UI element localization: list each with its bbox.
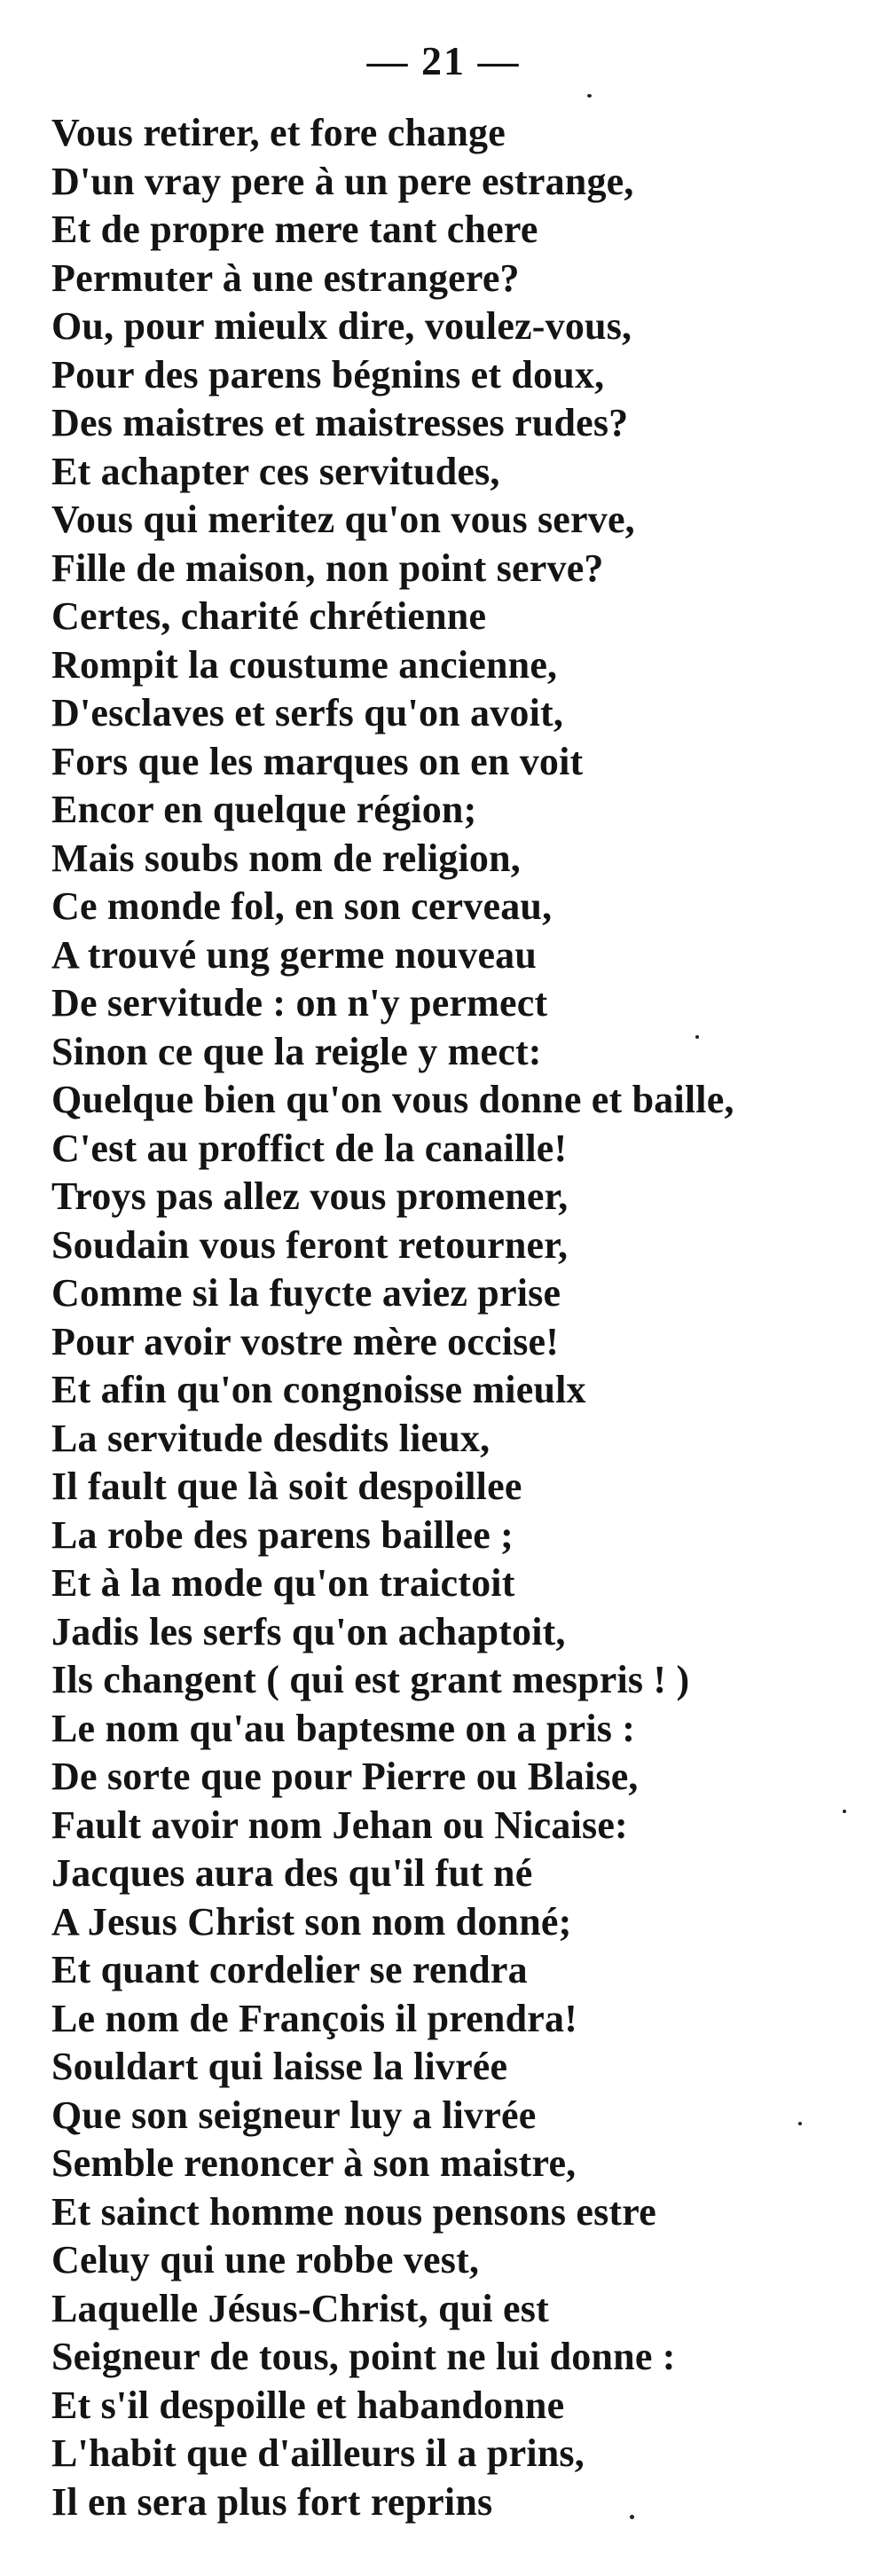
poem-line: Le nom qu'au baptesme on a pris : xyxy=(51,1706,636,1750)
poem-line: Des maistres et maistresses rudes? xyxy=(51,401,629,444)
poem-line: L'habit que d'ailleurs il a prins, xyxy=(51,2431,585,2475)
poem-text xyxy=(51,109,734,2526)
scan-speck xyxy=(695,1035,699,1039)
poem-line: Et quant cordelier se rendra xyxy=(51,1948,528,1991)
poem-line: Fault avoir nom Jehan ou Nicaise: xyxy=(51,1802,628,1847)
poem-line: Souldart qui laisse la livrée xyxy=(51,2045,508,2088)
poem-line: C'est au proffict de la canaille! xyxy=(51,1126,568,1170)
poem-line: Et achapter ces servitudes, xyxy=(51,449,500,493)
poem-line: Certes, charité chrétienne xyxy=(51,594,487,638)
poem-line: A trouvé ung germe nouveau xyxy=(51,932,538,977)
poem-line: Troys pas allez vous promener, xyxy=(51,1174,569,1218)
poem-line: Jacques aura des qu'il fut né xyxy=(51,1851,533,1895)
poem-line: Seigneur de tous, point ne lui donne : xyxy=(51,2335,676,2378)
poem-line: Celuy qui une robbe vest, xyxy=(51,2238,480,2281)
poem-line: Il en sera plus fort reprins xyxy=(51,2479,493,2524)
poem-line: Et sainct homme nous pensons estre xyxy=(51,2189,656,2234)
poem-line: Ils changent ( qui est grant mespris ! ) xyxy=(51,1658,690,1701)
poem-line: Semble renoncer à son maistre, xyxy=(51,2141,577,2185)
poem-line: Vous qui meritez qu'on vous serve, xyxy=(51,498,635,541)
poem-line: De sorte que pour Pierre ou Blaise, xyxy=(51,1755,639,1798)
poem-line: Et de propre mere tant chere xyxy=(51,208,538,251)
poem-line: Que son seigneur luy a livrée xyxy=(51,2093,537,2137)
poem-line: Pour des parens bégnins et doux, xyxy=(51,352,605,397)
poem-line: Rompit la coustume ancienne, xyxy=(51,642,558,687)
poem-line: Vous retirer, et fore change xyxy=(51,111,506,154)
poem-line: Ce monde fol, en son cerveau, xyxy=(51,884,553,928)
poem-line: Mais soubs nom de religion, xyxy=(51,836,521,880)
poem-line: Jadis les serfs qu'on achaptoit, xyxy=(51,1609,566,1653)
poem-line: Le nom de François il prendra! xyxy=(51,1996,578,2040)
scan-speck xyxy=(798,2122,802,2125)
poem-line: D'un vray pere à un pere estrange, xyxy=(51,159,634,203)
poem-line: Quelque bien qu'on vous donne et baille, xyxy=(51,1078,734,1121)
scan-speck xyxy=(843,1810,846,1813)
poem-line: Soudain vous feront retourner, xyxy=(51,1222,569,1267)
poem-line: D'esclaves et serfs qu'on avoit, xyxy=(51,691,564,734)
poem-line: Comme si la fuycte aviez prise xyxy=(51,1271,561,1315)
scan-speck xyxy=(587,94,592,98)
poem-line: Ou, pour mieulx dire, voulez-vous, xyxy=(51,304,632,348)
poem-line: Et s'il despoille et habandonne xyxy=(51,2383,565,2427)
poem-line: De servitude : on n'y permect xyxy=(51,981,548,1025)
poem-line: Fille de maison, non point serve? xyxy=(51,546,604,590)
poem-line: Permuter à une estrangere? xyxy=(51,255,520,300)
poem-line: Laquelle Jésus-Christ, qui est xyxy=(51,2286,549,2330)
poem-line: La robe des parens baillee ; xyxy=(51,1512,514,1557)
scan-speck xyxy=(630,2515,634,2519)
poem-line: Et afin qu'on congnoisse mieulx xyxy=(51,1368,586,1411)
poem-line: Encor en quelque région; xyxy=(51,788,477,831)
poem-line: A Jesus Christ son nom donné; xyxy=(51,1899,572,1944)
poem-line: Pour avoir vostre mère occise! xyxy=(51,1319,560,1363)
poem-line: La servitude desdits lieux, xyxy=(51,1416,491,1460)
poem-line: Il fault que là soit despoillee xyxy=(51,1465,522,1508)
poem-line: Sinon ce que la reigle y mect: xyxy=(51,1029,542,1073)
page-number: — 21 — xyxy=(366,38,521,83)
poem-line: Fors que les marques on en voit xyxy=(51,739,584,783)
poem-line: Et à la mode qu'on traictoit xyxy=(51,1561,515,1605)
